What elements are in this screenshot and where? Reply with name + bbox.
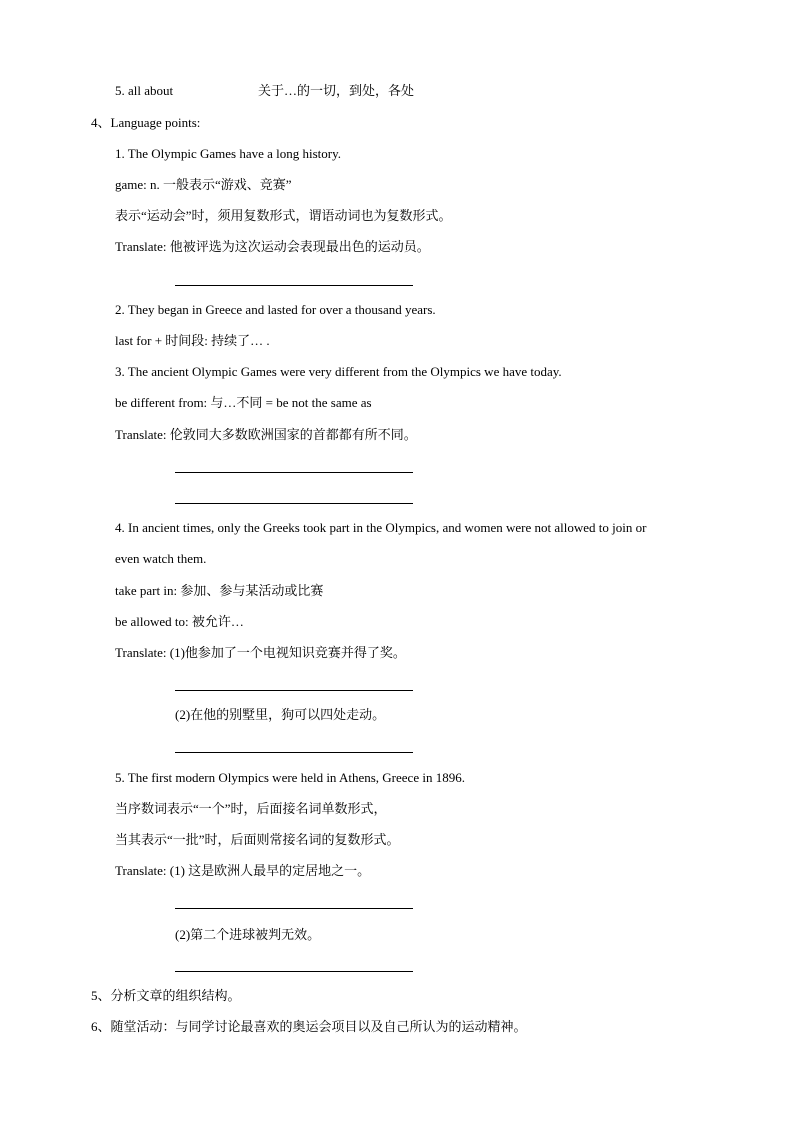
answer-blank[interactable] xyxy=(175,503,413,504)
answer-blank[interactable] xyxy=(175,908,413,909)
point-4-translate-prompt-1: Translate: (1)他参加了一个电视知识竞赛并得了奖。 xyxy=(115,645,406,660)
point-4-translate-prompt-2: (2)在他的别墅里，狗可以四处走动。 xyxy=(175,707,386,722)
point-3-translate-prompt: Translate: 伦敦同大多数欧洲国家的首都都有所不同。 xyxy=(115,427,417,442)
point-4-note-allowed-to: be allowed to: 被允许… xyxy=(115,614,244,629)
section-heading-language-points: 4、Language points: xyxy=(91,115,201,130)
point-4-sentence-line2: even watch them. xyxy=(115,551,207,566)
section-heading-structure: 5、分析文章的组织结构。 xyxy=(91,988,241,1003)
section-heading-activity: 6、随堂活动：与同学讨论最喜欢的奥运会项目以及自己所认为的运动精神。 xyxy=(91,1019,527,1034)
point-3-sentence: 3. The ancient Olympic Games were very different from the Olympics we have today. xyxy=(115,364,562,379)
point-4-sentence-line1: 4. In ancient times, only the Greeks took part in the Olympics, and women were not allowed to join or xyxy=(115,520,647,535)
answer-blank[interactable] xyxy=(175,971,413,972)
point-1-sentence: 1. The Olympic Games have a long history. xyxy=(115,146,342,161)
vocab-item-all-about: 5. all about xyxy=(115,83,174,98)
answer-blank[interactable] xyxy=(175,752,413,753)
point-4-note-take-part-in: take part in: 参加、参与某活动或比赛 xyxy=(115,583,324,598)
point-2-sentence: 2. They began in Greece and lasted for over a thousand years. xyxy=(115,302,436,317)
point-5-translate-prompt-2: (2)第二个进球被判无效。 xyxy=(175,927,321,942)
point-5-note-ordinal-plural: 当其表示“一批”时，后面则常接名词的复数形式。 xyxy=(115,832,400,847)
point-3-note-different-from: be different from: 与…不同 = be not the same as xyxy=(115,395,372,410)
vocab-item-all-about-meaning: 关于…的一切，到处，各处 xyxy=(258,83,415,98)
answer-blank[interactable] xyxy=(175,690,413,691)
point-5-translate-prompt-1: Translate: (1) 这是欧洲人最早的定居地之一。 xyxy=(115,863,371,878)
point-1-note-plural: 表示“运动会”时，须用复数形式，谓语动词也为复数形式。 xyxy=(115,208,452,223)
point-2-note-last-for: last for + 时间段: 持续了… . xyxy=(115,333,270,348)
point-1-note-game: game: n. 一般表示“游戏、竞赛” xyxy=(115,177,292,192)
answer-blank[interactable] xyxy=(175,472,413,473)
point-5-note-ordinal-single: 当序数词表示“一个”时，后面接名词单数形式， xyxy=(115,801,387,816)
point-5-sentence: 5. The first modern Olympics were held in Athens, Greece in 1896. xyxy=(115,770,465,785)
point-1-translate-prompt: Translate: 他被评选为这次运动会表现最出色的运动员。 xyxy=(115,239,430,254)
answer-blank[interactable] xyxy=(175,285,413,286)
